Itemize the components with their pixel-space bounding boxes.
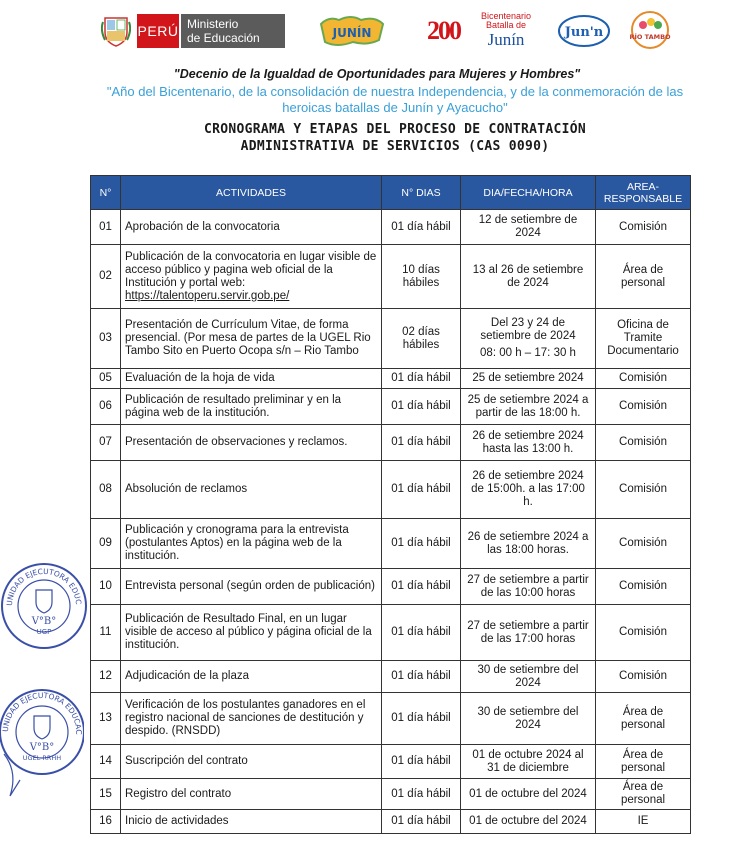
bicentenario-text bbox=[475, 12, 537, 49]
junin-region-logo bbox=[317, 14, 387, 48]
row-dias: 01 día hábil bbox=[382, 745, 461, 779]
table-row bbox=[91, 779, 691, 810]
minedu-line1: Ministerio bbox=[187, 17, 239, 31]
row-dias: 01 día hábil bbox=[382, 461, 461, 519]
table-row bbox=[91, 810, 691, 834]
official-seal-rrhh bbox=[0, 684, 84, 804]
bicentenario-junin-logo bbox=[427, 12, 539, 50]
table-row bbox=[91, 605, 691, 661]
row-actividad: Aprobación de la convocatoria bbox=[121, 210, 382, 245]
row-area: IE bbox=[596, 810, 691, 834]
talentoperu-link[interactable]: https://talentoperu.servir.gob.pe/ bbox=[125, 289, 290, 302]
row-fecha: 01 de octubre 2024 al 31 de diciembre bbox=[461, 745, 596, 779]
row-num: 01 bbox=[91, 210, 121, 245]
row-num: 12 bbox=[91, 661, 121, 693]
row-num: 11 bbox=[91, 605, 121, 661]
table-row bbox=[91, 693, 691, 745]
row-dias: 01 día hábil bbox=[382, 389, 461, 425]
row-area: Comisión bbox=[596, 369, 691, 389]
row-actividad: Evaluación de la hoja de vida bbox=[121, 369, 382, 389]
row-num: 05 bbox=[91, 369, 121, 389]
table-header-row bbox=[91, 176, 691, 210]
row-dias: 01 día hábil bbox=[382, 693, 461, 745]
row-num: 03 bbox=[91, 309, 121, 369]
row-area: Comisión bbox=[596, 519, 691, 569]
row-dias: 01 día hábil bbox=[382, 810, 461, 834]
row-actividad: Publicación de Resultado Final, en un lugar visible de acceso al público y página oficial de la institución. bbox=[121, 605, 382, 661]
official-seal-ugp bbox=[0, 554, 90, 658]
row-dias: 01 día hábil bbox=[382, 425, 461, 461]
row-actividad: Absolución de reclamos bbox=[121, 461, 382, 519]
table-row bbox=[91, 661, 691, 693]
table-row bbox=[91, 745, 691, 779]
row-actividad: Registro del contrato bbox=[121, 779, 382, 810]
row-area: Comisión bbox=[596, 425, 691, 461]
bicentenario-number: 200 bbox=[427, 16, 460, 45]
row-fecha: 12 de setiembre de 2024 bbox=[461, 210, 596, 245]
bicentenario-line3: Junín bbox=[487, 30, 525, 49]
row-dias: 10 días hábiles bbox=[382, 245, 461, 309]
row-dias: 02 días hábiles bbox=[382, 309, 461, 369]
header-actividades: ACTIVIDADES bbox=[121, 176, 382, 210]
row-area: Comisión bbox=[596, 461, 691, 519]
row-dias: 01 día hábil bbox=[382, 605, 461, 661]
document-title bbox=[100, 121, 690, 155]
row-actividad: Adjudicación de la plaza bbox=[121, 661, 382, 693]
row-area: Comisión bbox=[596, 569, 691, 605]
table-row bbox=[91, 425, 691, 461]
row-num: 14 bbox=[91, 745, 121, 779]
bicentenario-line1: Bicentenario bbox=[480, 11, 532, 21]
row-fecha: 27 de setiembre a partir de las 10:00 horas bbox=[461, 569, 596, 605]
row-actividad-cell bbox=[121, 245, 382, 309]
row-dias: 01 día hábil bbox=[382, 661, 461, 693]
row-area: Comisión bbox=[596, 661, 691, 693]
table-row bbox=[91, 519, 691, 569]
row-actividad: Presentación de Currículum Vitae, de forma presencial. (Por mesa de partes de la UGEL Rio Tambo Sito en Puerto Ocopa s/n – Rio Tambo bbox=[121, 309, 382, 369]
row-fecha: 13 al 26 de setiembre de 2024 bbox=[461, 245, 596, 309]
row-area: Área de personal bbox=[596, 745, 691, 779]
peru-logo: PERÚ bbox=[137, 14, 179, 48]
minedu-logo bbox=[181, 14, 285, 48]
row-dias: 01 día hábil bbox=[382, 779, 461, 810]
table-row bbox=[91, 461, 691, 519]
row-dias: 01 día hábil bbox=[382, 369, 461, 389]
row-actividad: Suscripción del contrato bbox=[121, 745, 382, 779]
row-fecha: 30 de setiembre del 2024 bbox=[461, 661, 596, 693]
ugel-label: Jun'n bbox=[564, 25, 604, 40]
row-fecha: 01 de octubre del 2024 bbox=[461, 810, 596, 834]
table-row bbox=[91, 569, 691, 605]
row-area: Área de personal bbox=[596, 779, 691, 810]
row-actividad: Entrevista personal (según orden de publicación) bbox=[121, 569, 382, 605]
row-dias: 01 día hábil bbox=[382, 569, 461, 605]
junin-label: JUNÍN bbox=[332, 26, 372, 40]
seal1-unit: UGP bbox=[36, 628, 52, 636]
row-area: Oficina de Tramite Documentario bbox=[596, 309, 691, 369]
row-actividad: Publicación de resultado preliminar y en la página web de la institución. bbox=[121, 389, 382, 425]
row-num: 06 bbox=[91, 389, 121, 425]
year-slogan: "Año del Bicentenario, de la consolidación de nuestra Independencia, y de la conmemoración de las heroicas batallas de Junín y Ayacucho" bbox=[106, 84, 684, 115]
header-num: N° bbox=[91, 176, 121, 210]
schedule-table bbox=[90, 175, 691, 834]
decenio-slogan: "Decenio de la Igualdad de Oportunidades para Mujeres y Hombres" bbox=[173, 67, 581, 81]
row-num: 10 bbox=[91, 569, 121, 605]
table-row bbox=[91, 210, 691, 245]
row-fecha: 25 de setiembre 2024 a partir de las 18:00 h. bbox=[461, 389, 596, 425]
seal2-unit: UGEL RRHH bbox=[22, 754, 62, 762]
row-dias: 01 día hábil bbox=[382, 210, 461, 245]
row-fecha-cell bbox=[461, 309, 596, 369]
row-fecha-hours: 08: 00 h – 17: 30 h bbox=[480, 347, 576, 359]
row-fecha: 26 de setiembre 2024 a las 18:00 horas. bbox=[461, 519, 596, 569]
minedu-line2: de Educación bbox=[187, 31, 260, 45]
row-num: 09 bbox=[91, 519, 121, 569]
seal2-vb: V°B° bbox=[29, 742, 55, 753]
row-num: 13 bbox=[91, 693, 121, 745]
row-area: Comisión bbox=[596, 605, 691, 661]
coat-of-arms-icon bbox=[101, 14, 131, 48]
row-fecha: 26 de setiembre 2024 hasta las 13:00 h. bbox=[461, 425, 596, 461]
row-fecha: Del 23 y 24 de setiembre de 2024 bbox=[480, 317, 576, 342]
rio-tambo-logo bbox=[625, 10, 675, 52]
row-area: Área de personal bbox=[596, 693, 691, 745]
header-logos bbox=[95, 8, 685, 54]
row-num: 02 bbox=[91, 245, 121, 309]
ugel-junin-logo bbox=[557, 14, 611, 48]
row-area: Área de personal bbox=[596, 245, 691, 309]
header-fecha: DIA/FECHA/HORA bbox=[461, 176, 596, 210]
row-dias: 01 día hábil bbox=[382, 519, 461, 569]
row-fecha: 26 de setiembre 2024 de 15:00h. a las 17:00 h. bbox=[461, 461, 596, 519]
row-actividad: Presentación de observaciones y reclamos. bbox=[121, 425, 382, 461]
row-fecha: 30 de setiembre del 2024 bbox=[461, 693, 596, 745]
header-area-label: AREA- RESPONSABLE bbox=[603, 180, 683, 205]
header-area bbox=[596, 176, 691, 210]
row-area: Comisión bbox=[596, 389, 691, 425]
table-row bbox=[91, 309, 691, 369]
row-fecha: 01 de octubre del 2024 bbox=[461, 779, 596, 810]
seal1-ring-text: UNIDAD EJECUTORA EDUC bbox=[4, 566, 84, 607]
table-row bbox=[91, 245, 691, 309]
header-dias: N° DIAS bbox=[382, 176, 461, 210]
rio-tambo-label: RÍO TAMBO bbox=[629, 33, 671, 41]
seal2-ring-text: UNIDAD EJECUTORA EDUCAC bbox=[0, 690, 84, 735]
row-actividad: Verificación de los postulantes ganadores en el registro nacional de sanciones de destitución y despido. (RNSDD) bbox=[121, 693, 382, 745]
table-row bbox=[91, 369, 691, 389]
title-line2: ADMINISTRATIVA DE SERVICIOS (CAS 0090) bbox=[240, 139, 550, 154]
row-num: 16 bbox=[91, 810, 121, 834]
row-actividad: Publicación y cronograma para la entrevista (postulantes Aptos) en la página web de la institución. bbox=[121, 519, 382, 569]
row-num: 07 bbox=[91, 425, 121, 461]
table-row bbox=[91, 389, 691, 425]
title-line1: CRONOGRAMA Y ETAPAS DEL PROCESO DE CONTRATACIÓN bbox=[204, 122, 586, 137]
bicentenario-line2: Batalla de bbox=[485, 20, 527, 30]
row-fecha: 27 de setiembre a partir de las 17:00 horas bbox=[461, 605, 596, 661]
row-num: 08 bbox=[91, 461, 121, 519]
row-fecha: 25 de setiembre 2024 bbox=[461, 369, 596, 389]
row-actividad: Inicio de actividades bbox=[121, 810, 382, 834]
seal1-vb: V°B° bbox=[31, 616, 57, 627]
row-actividad: Publicación de la convocatoria en lugar visible de acceso público y pagina web oficial de la Institución y portal web: bbox=[125, 250, 377, 289]
row-area: Comisión bbox=[596, 210, 691, 245]
row-num: 15 bbox=[91, 779, 121, 810]
